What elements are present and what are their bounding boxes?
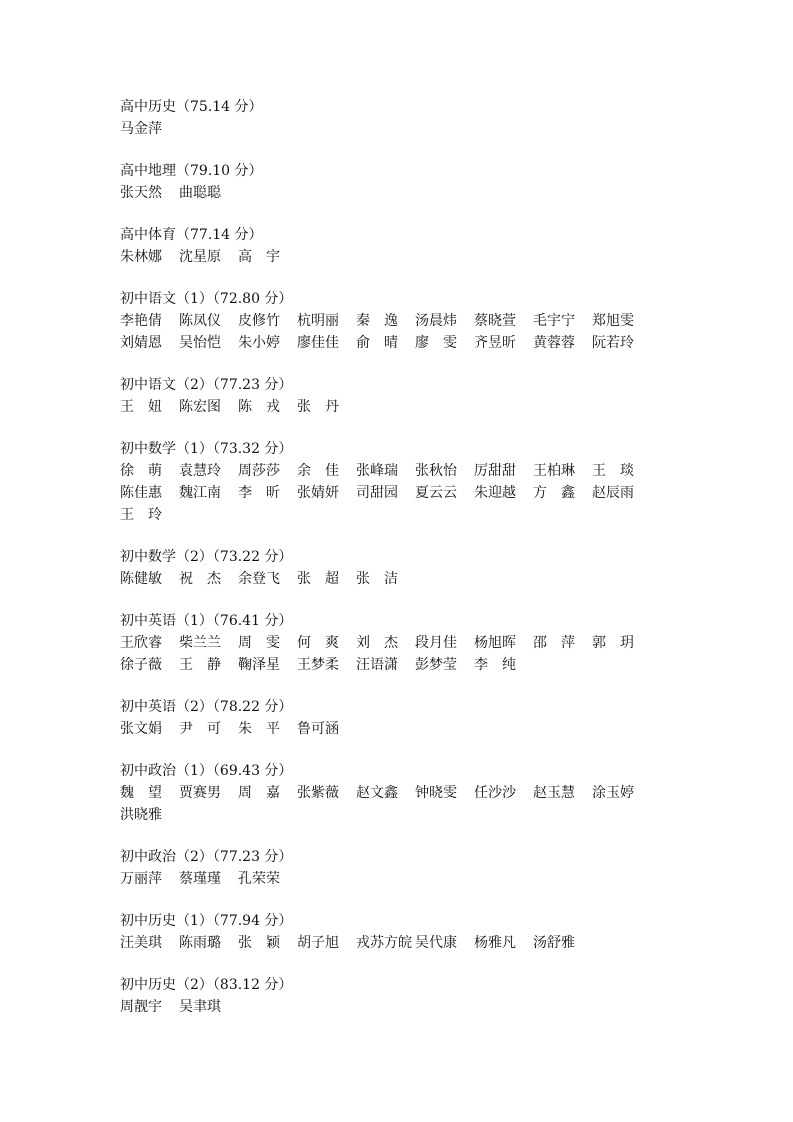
winner-name: 陈健敏 [120,571,162,587]
winner-name: 洪晓雅 [120,807,162,823]
winner-name: 吴代康 [415,935,457,951]
winner-name: 刘婧恩 [120,335,162,351]
winner-name: 李艳倩 [120,313,162,329]
winner-name: 汤舒雅 [533,935,575,951]
winner-name: 齐昱昕 [474,335,516,351]
winner-name: 陈宏图 [179,399,221,415]
winner-name: 朱迎越 [474,485,516,501]
winner-name: 余 佳 [297,463,339,479]
name-row [120,804,680,826]
winner-name: 戎苏方皖 [356,935,412,951]
name-row [120,182,680,204]
section-heading: 初中政治（2）（77.23 分） [120,849,293,865]
section-heading: 初中语文（1）（72.80 分） [120,291,293,307]
winner-name: 皮修竹 [238,313,280,329]
winner-name: 吴聿琪 [179,999,221,1015]
name-row [120,868,680,890]
winner-name: 王 静 [179,657,221,673]
name-row [120,332,680,354]
winner-name: 张 丹 [297,399,339,415]
winner-name: 毛宇宁 [533,313,575,329]
winner-name: 张紫薇 [297,785,339,801]
winner-name: 夏云云 [415,485,457,501]
winner-name: 任沙沙 [474,785,516,801]
name-row [120,246,680,268]
section-heading: 初中历史（2）（83.12 分） [120,977,293,993]
name-row [120,118,680,140]
award-section [120,224,680,268]
winner-name: 邵 萍 [533,635,575,651]
winner-name: 高 宇 [238,249,280,265]
winner-name: 黄蓉蓉 [533,335,575,351]
winner-name: 袁慧玲 [179,463,221,479]
winner-name: 张 颖 [238,935,280,951]
winner-name: 曲聪聪 [179,185,221,201]
winner-name: 杭明丽 [297,313,339,329]
winner-name: 陈雨璐 [179,935,221,951]
winner-name: 张峰瑞 [356,463,398,479]
winner-name: 王 琰 [592,463,634,479]
winner-name: 朱林娜 [120,249,162,265]
winner-name: 汤晨炜 [415,313,457,329]
winner-name: 周莎莎 [238,463,280,479]
section-heading: 初中语文（2）（77.23 分） [120,377,293,393]
section-heading: 初中英语（1）（76.41 分） [120,613,293,629]
winner-name: 祝 杰 [179,571,221,587]
winner-name: 汪美琪 [120,935,162,951]
award-section [120,760,680,826]
section-heading: 初中英语（2）（78.22 分） [120,699,293,715]
winner-name: 尹 可 [179,721,221,737]
award-section [120,374,680,418]
winner-name: 王 妞 [120,399,162,415]
winner-name: 郭 玥 [592,635,634,651]
name-row [120,782,680,804]
award-section [120,96,680,140]
winner-name: 郑旭雯 [592,313,634,329]
winner-name: 魏江南 [179,485,221,501]
winner-name: 万丽萍 [120,871,162,887]
section-heading: 初中数学（1）（73.32 分） [120,441,293,457]
name-row [120,932,680,954]
section-heading: 初中历史（1）（77.94 分） [120,913,293,929]
award-section [120,546,680,590]
award-section [120,288,680,354]
winner-name: 王 玲 [120,507,162,523]
winner-name: 张文娟 [120,721,162,737]
name-row [120,568,680,590]
name-row [120,718,680,740]
name-row [120,632,680,654]
winner-name: 孔荣荣 [238,871,280,887]
winner-name: 马金萍 [120,121,162,137]
award-section [120,438,680,526]
winner-name: 王欣睿 [120,635,162,651]
winner-name: 周靓宇 [120,999,162,1015]
winner-name: 彭梦莹 [415,657,457,673]
winner-name: 魏 望 [120,785,162,801]
winner-name: 司甜园 [356,485,398,501]
winner-name: 何 爽 [297,635,339,651]
winner-name: 杨雅凡 [474,935,516,951]
winner-name: 陈 戎 [238,399,280,415]
winner-name: 贾赛男 [179,785,221,801]
name-row [120,310,680,332]
winner-name: 沈星原 [179,249,221,265]
winner-name: 吴怡恺 [179,335,221,351]
winner-name: 张 超 [297,571,339,587]
winner-name: 张天然 [120,185,162,201]
award-section [120,696,680,740]
award-section [120,610,680,676]
winner-name: 鞠泽星 [238,657,280,673]
winner-name: 廖 雯 [415,335,457,351]
winner-name: 徐子薇 [120,657,162,673]
winner-name: 汪语潇 [356,657,398,673]
award-section [120,910,680,954]
name-row [120,654,680,676]
document-page [120,96,680,1038]
winner-name: 周 雯 [238,635,280,651]
winner-name: 俞 晴 [356,335,398,351]
winner-name: 王柏琳 [533,463,575,479]
winner-name: 张 洁 [356,571,398,587]
winner-name: 廖佳佳 [297,335,339,351]
winner-name: 赵文鑫 [356,785,398,801]
award-section [120,846,680,890]
name-row [120,504,680,526]
section-heading: 初中数学（2）（73.22 分） [120,549,293,565]
award-section [120,160,680,204]
winner-name: 陈佳惠 [120,485,162,501]
winner-name: 鲁可涵 [297,721,339,737]
winner-name: 刘 杰 [356,635,398,651]
winner-name: 柴兰兰 [179,635,221,651]
section-heading: 高中体育（77.14 分） [120,227,263,243]
winner-name: 余登飞 [238,571,280,587]
winner-name: 李 昕 [238,485,280,501]
winner-name: 蔡瑾瑾 [179,871,221,887]
winner-name: 阮若玲 [592,335,634,351]
winner-name: 李 纯 [474,657,516,673]
winner-name: 赵玉慧 [533,785,575,801]
name-row [120,460,680,482]
winner-name: 段月佳 [415,635,457,651]
winner-name: 周 嘉 [238,785,280,801]
winner-name: 秦 逸 [356,313,398,329]
winner-name: 王梦柔 [297,657,339,673]
award-section [120,974,680,1018]
winner-name: 杨旭晖 [474,635,516,651]
winner-name: 张秋怡 [415,463,457,479]
winner-name: 张婧妍 [297,485,339,501]
winner-name: 朱小婷 [238,335,280,351]
section-heading: 高中地理（79.10 分） [120,163,263,179]
section-heading: 初中政治（1）（69.43 分） [120,763,293,779]
winner-name: 涂玉婷 [592,785,634,801]
winner-name: 厉甜甜 [474,463,516,479]
name-row [120,396,680,418]
name-row [120,996,680,1018]
winner-name: 蔡晓萱 [474,313,516,329]
section-heading: 高中历史（75.14 分） [120,99,263,115]
winner-name: 朱 平 [238,721,280,737]
name-row [120,482,680,504]
winner-name: 胡子旭 [297,935,339,951]
winner-name: 陈凤仪 [179,313,221,329]
winner-name: 方 鑫 [533,485,575,501]
winner-name: 钟晓雯 [415,785,457,801]
winner-name: 徐 萌 [120,463,162,479]
winner-name: 赵辰雨 [592,485,634,501]
